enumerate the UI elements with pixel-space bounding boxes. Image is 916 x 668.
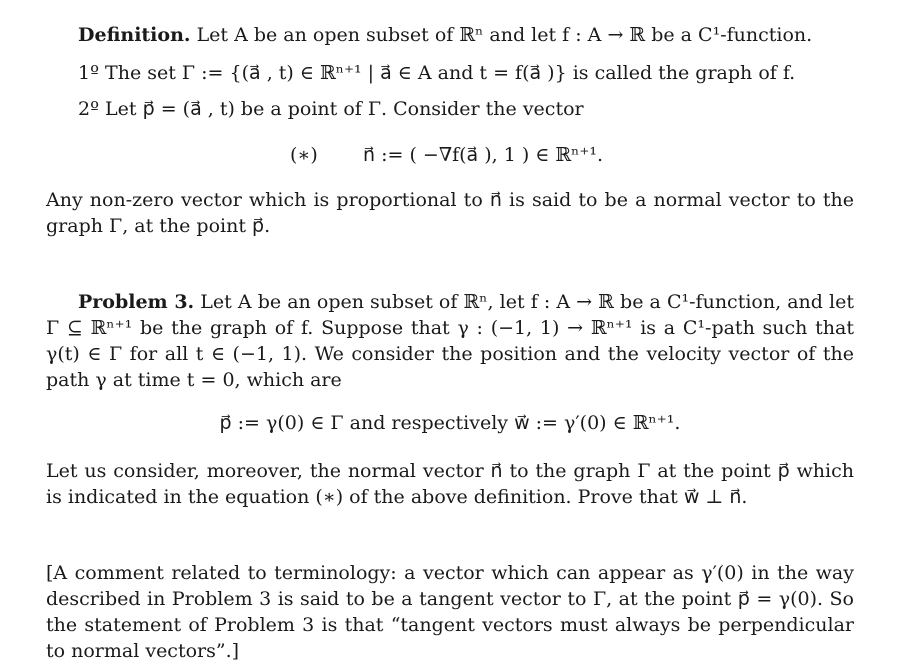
normal-vector-definition: Any non-zero vector which is proportional to n⃗ is said to be a normal vector to the graph Γ, at the point p⃗.: [46, 189, 854, 237]
position-velocity-equation: p⃗ := γ(0) ∈ Γ and respectively w⃗ := γ′(0) ∈ ℝⁿ⁺¹.: [219, 412, 681, 434]
problem-text: Let A be an open subset of ℝⁿ, let f : A → ℝ be a C¹-function, and let Γ ⊆ ℝⁿ⁺¹ be the graph of f. Suppose that γ : (−1, 1) → ℝⁿ⁺¹ is a C¹-path such that γ(t) ∈ Γ for all t ∈ (−1, 1). We consider the position and the velocity vector of the path γ at time t = 0, which are: [46, 291, 855, 391]
definition-item-1: 1º The set Γ := {(a⃗ , t) ∈ ℝⁿ⁺¹ | a⃗ ∈ A and t = f(a⃗ )} is called the graph of f.: [78, 62, 796, 84]
normal-vector-equation: n⃗ := ( −∇f(a⃗ ), 1 ) ∈ ℝⁿ⁺¹.: [363, 144, 604, 166]
problem-conclusion: Let us consider, moreover, the normal vector n⃗ to the graph Γ at the point p⃗ which is indicated in the equation (∗) of the above definition. Prove that w⃗ ⊥ n⃗.: [46, 460, 854, 508]
definition-intro: [78, 22, 854, 48]
terminology-comment: [A comment related to terminology: a vector which can appear as γ′(0) in the way described in Problem 3 is said to be a tangent vector to Γ, at the point p⃗ = γ(0). So the statement of Problem 3 is that “tangent vectors must always be perpendicular to normal vectors”.]: [46, 562, 854, 662]
problem-3-statement: [46, 289, 854, 393]
equation-label-star: (∗): [290, 144, 318, 166]
problem-heading: Problem 3.: [78, 291, 195, 313]
definition-item-2: 2º Let p⃗ = (a⃗ , t) be a point of Γ. Consider the vector: [78, 98, 584, 120]
definition-heading: Definition.: [78, 24, 191, 46]
definition-intro-text: Let A be an open subset of ℝⁿ and let f : A → ℝ be a C¹-function.: [196, 24, 813, 46]
